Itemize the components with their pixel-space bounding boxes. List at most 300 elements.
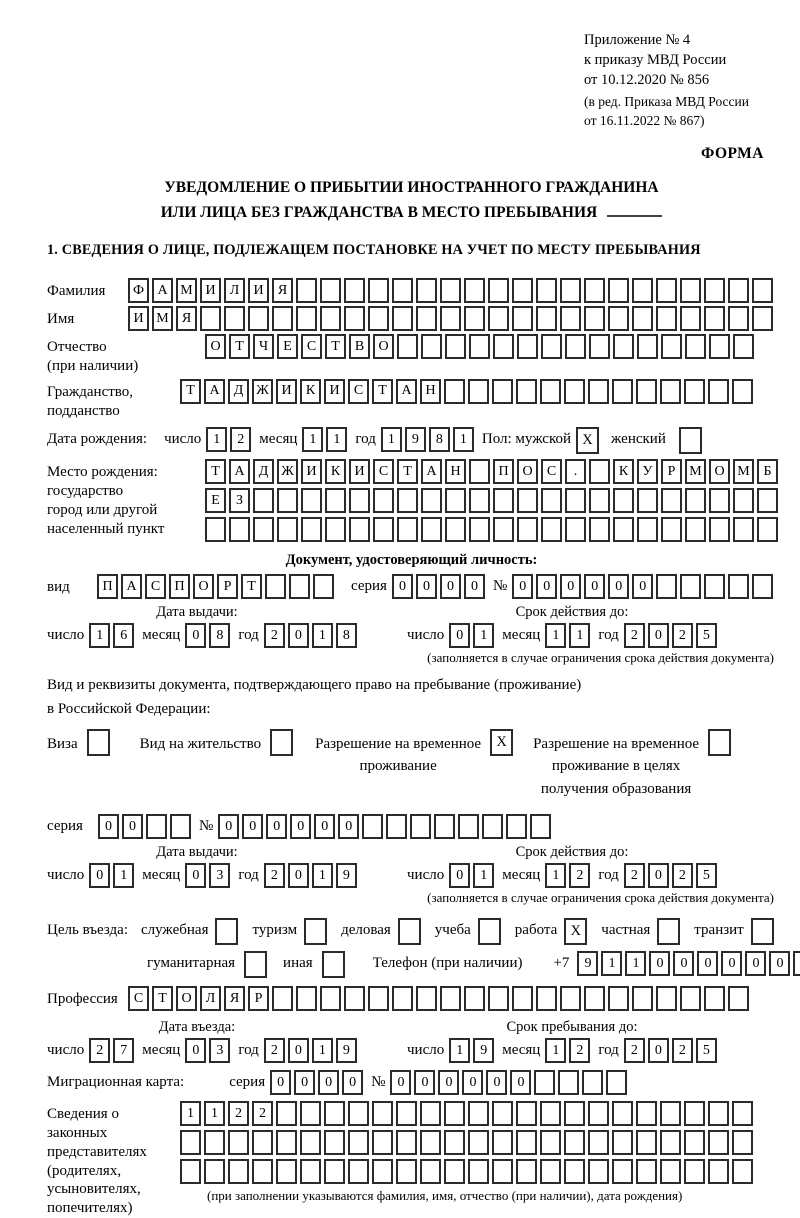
char-cell[interactable] — [348, 1101, 369, 1126]
char-cell[interactable]: С — [373, 459, 394, 484]
char-cell[interactable]: 2 — [569, 1038, 590, 1063]
char-cell[interactable] — [320, 278, 341, 303]
char-cell[interactable]: М — [733, 459, 754, 484]
char-cell[interactable] — [440, 986, 461, 1011]
char-cell[interactable]: Ф — [128, 278, 149, 303]
char-cell[interactable]: Е — [205, 488, 226, 513]
char-cell[interactable] — [793, 951, 800, 976]
char-cell[interactable] — [228, 1130, 249, 1155]
purpose-transit-checkbox[interactable] — [751, 918, 774, 945]
char-cell[interactable] — [488, 278, 509, 303]
char-cell[interactable] — [733, 488, 754, 513]
char-cell[interactable] — [444, 1130, 465, 1155]
char-cell[interactable] — [272, 986, 293, 1011]
char-cell[interactable]: 0 — [438, 1070, 459, 1095]
char-cell[interactable] — [516, 1159, 537, 1184]
char-cell[interactable] — [444, 379, 465, 404]
char-cell[interactable]: А — [421, 459, 442, 484]
char-cell[interactable] — [516, 379, 537, 404]
char-cell[interactable]: Р — [217, 574, 238, 599]
char-cell[interactable] — [660, 1130, 681, 1155]
char-cell[interactable]: 0 — [270, 1070, 291, 1095]
char-cell[interactable] — [534, 1070, 555, 1095]
char-cell[interactable] — [708, 1130, 729, 1155]
char-cell[interactable] — [392, 306, 413, 331]
char-cell[interactable] — [680, 986, 701, 1011]
char-cell[interactable] — [324, 1130, 345, 1155]
char-cell[interactable] — [708, 1159, 729, 1184]
char-cell[interactable] — [757, 517, 778, 542]
char-cell[interactable]: Т — [152, 986, 173, 1011]
char-cell[interactable]: С — [541, 459, 562, 484]
char-cell[interactable]: 0 — [414, 1070, 435, 1095]
char-cell[interactable]: 0 — [290, 814, 311, 839]
char-cell[interactable] — [560, 986, 581, 1011]
char-cell[interactable] — [728, 306, 749, 331]
char-cell[interactable] — [565, 334, 586, 359]
char-cell[interactable] — [728, 574, 749, 599]
char-cell[interactable] — [420, 1130, 441, 1155]
char-cell[interactable]: 1 — [601, 951, 622, 976]
char-cell[interactable] — [589, 517, 610, 542]
char-cell[interactable] — [540, 379, 561, 404]
char-cell[interactable]: 2 — [252, 1101, 273, 1126]
char-cell[interactable] — [348, 1159, 369, 1184]
char-cell[interactable] — [606, 1070, 627, 1095]
char-cell[interactable]: 0 — [560, 574, 581, 599]
char-cell[interactable] — [420, 1101, 441, 1126]
char-cell[interactable] — [492, 379, 513, 404]
char-cell[interactable]: 0 — [449, 623, 470, 648]
char-cell[interactable] — [660, 379, 681, 404]
char-cell[interactable] — [608, 986, 629, 1011]
char-cell[interactable] — [146, 814, 167, 839]
char-cell[interactable] — [469, 459, 490, 484]
char-cell[interactable] — [588, 379, 609, 404]
char-cell[interactable] — [204, 1130, 225, 1155]
char-cell[interactable] — [656, 306, 677, 331]
char-cell[interactable]: 0 — [338, 814, 359, 839]
char-cell[interactable] — [253, 517, 274, 542]
char-cell[interactable] — [536, 986, 557, 1011]
char-cell[interactable] — [709, 334, 730, 359]
char-cell[interactable] — [325, 517, 346, 542]
char-cell[interactable] — [488, 306, 509, 331]
char-cell[interactable]: У — [637, 459, 658, 484]
char-cell[interactable] — [458, 814, 479, 839]
char-cell[interactable] — [362, 814, 383, 839]
char-cell[interactable]: 1 — [625, 951, 646, 976]
char-cell[interactable] — [752, 306, 773, 331]
char-cell[interactable]: 1 — [326, 427, 347, 452]
char-cell[interactable]: 0 — [440, 574, 461, 599]
char-cell[interactable] — [704, 306, 725, 331]
char-cell[interactable]: 2 — [624, 623, 645, 648]
char-cell[interactable] — [468, 1159, 489, 1184]
char-cell[interactable]: А — [229, 459, 250, 484]
char-cell[interactable] — [636, 1159, 657, 1184]
char-cell[interactable] — [680, 306, 701, 331]
char-cell[interactable] — [410, 814, 431, 839]
char-cell[interactable] — [636, 1101, 657, 1126]
char-cell[interactable] — [396, 1101, 417, 1126]
char-cell[interactable]: 0 — [242, 814, 263, 839]
char-cell[interactable] — [397, 334, 418, 359]
char-cell[interactable]: Т — [180, 379, 201, 404]
char-cell[interactable] — [732, 1159, 753, 1184]
char-cell[interactable]: М — [176, 278, 197, 303]
char-cell[interactable] — [180, 1130, 201, 1155]
char-cell[interactable] — [469, 517, 490, 542]
char-cell[interactable] — [661, 334, 682, 359]
char-cell[interactable]: 0 — [449, 863, 470, 888]
char-cell[interactable] — [733, 334, 754, 359]
char-cell[interactable] — [420, 1159, 441, 1184]
char-cell[interactable]: О — [517, 459, 538, 484]
char-cell[interactable] — [685, 488, 706, 513]
char-cell[interactable] — [229, 517, 250, 542]
char-cell[interactable]: 0 — [185, 1038, 206, 1063]
char-cell[interactable]: 2 — [624, 863, 645, 888]
char-cell[interactable] — [709, 517, 730, 542]
char-cell[interactable]: 3 — [209, 863, 230, 888]
char-cell[interactable] — [656, 574, 677, 599]
char-cell[interactable] — [276, 1159, 297, 1184]
char-cell[interactable]: 1 — [453, 427, 474, 452]
purpose-private-checkbox[interactable] — [657, 918, 680, 945]
char-cell[interactable] — [468, 1101, 489, 1126]
char-cell[interactable] — [728, 986, 749, 1011]
char-cell[interactable] — [660, 1159, 681, 1184]
char-cell[interactable]: Р — [248, 986, 269, 1011]
char-cell[interactable]: А — [204, 379, 225, 404]
char-cell[interactable] — [349, 488, 370, 513]
char-cell[interactable] — [564, 379, 585, 404]
char-cell[interactable]: 0 — [288, 863, 309, 888]
char-cell[interactable] — [512, 306, 533, 331]
char-cell[interactable]: К — [613, 459, 634, 484]
char-cell[interactable]: Л — [200, 986, 221, 1011]
char-cell[interactable]: И — [349, 459, 370, 484]
char-cell[interactable]: 9 — [405, 427, 426, 452]
char-cell[interactable]: Ж — [277, 459, 298, 484]
char-cell[interactable] — [445, 488, 466, 513]
char-cell[interactable] — [464, 306, 485, 331]
char-cell[interactable] — [685, 334, 706, 359]
char-cell[interactable] — [313, 574, 334, 599]
char-cell[interactable] — [530, 814, 551, 839]
char-cell[interactable] — [612, 379, 633, 404]
char-cell[interactable]: 0 — [185, 623, 206, 648]
char-cell[interactable]: 0 — [673, 951, 694, 976]
char-cell[interactable] — [560, 278, 581, 303]
char-cell[interactable]: 0 — [294, 1070, 315, 1095]
char-cell[interactable] — [300, 1159, 321, 1184]
char-cell[interactable] — [492, 1101, 513, 1126]
sex-female-checkbox[interactable] — [679, 427, 702, 454]
char-cell[interactable] — [589, 334, 610, 359]
char-cell[interactable]: 2 — [264, 863, 285, 888]
char-cell[interactable]: Т — [229, 334, 250, 359]
char-cell[interactable] — [612, 1159, 633, 1184]
char-cell[interactable] — [558, 1070, 579, 1095]
char-cell[interactable] — [320, 306, 341, 331]
char-cell[interactable]: 0 — [510, 1070, 531, 1095]
visa-checkbox[interactable] — [87, 729, 110, 756]
char-cell[interactable] — [252, 1159, 273, 1184]
char-cell[interactable] — [636, 379, 657, 404]
char-cell[interactable] — [680, 278, 701, 303]
char-cell[interactable] — [440, 306, 461, 331]
char-cell[interactable] — [301, 488, 322, 513]
char-cell[interactable] — [584, 278, 605, 303]
char-cell[interactable] — [204, 1159, 225, 1184]
char-cell[interactable] — [708, 1101, 729, 1126]
char-cell[interactable]: З — [229, 488, 250, 513]
char-cell[interactable]: О — [176, 986, 197, 1011]
char-cell[interactable]: 0 — [721, 951, 742, 976]
char-cell[interactable]: И — [301, 459, 322, 484]
char-cell[interactable]: Я — [176, 306, 197, 331]
char-cell[interactable] — [300, 1130, 321, 1155]
purpose-business-checkbox[interactable] — [398, 918, 421, 945]
char-cell[interactable]: 0 — [318, 1070, 339, 1095]
char-cell[interactable]: 0 — [89, 863, 110, 888]
char-cell[interactable] — [205, 517, 226, 542]
char-cell[interactable] — [296, 278, 317, 303]
char-cell[interactable]: 1 — [381, 427, 402, 452]
char-cell[interactable]: 5 — [696, 863, 717, 888]
temp-residence-checkbox[interactable]: X — [490, 729, 513, 756]
purpose-other-checkbox[interactable] — [322, 951, 345, 978]
purpose-study-checkbox[interactable] — [478, 918, 501, 945]
char-cell[interactable]: 0 — [769, 951, 790, 976]
char-cell[interactable] — [373, 488, 394, 513]
char-cell[interactable] — [541, 517, 562, 542]
char-cell[interactable]: П — [169, 574, 190, 599]
char-cell[interactable] — [757, 488, 778, 513]
char-cell[interactable]: 0 — [314, 814, 335, 839]
char-cell[interactable] — [372, 1101, 393, 1126]
char-cell[interactable]: 9 — [577, 951, 598, 976]
char-cell[interactable]: 0 — [464, 574, 485, 599]
char-cell[interactable]: С — [348, 379, 369, 404]
char-cell[interactable]: 3 — [209, 1038, 230, 1063]
char-cell[interactable] — [709, 488, 730, 513]
char-cell[interactable] — [277, 488, 298, 513]
char-cell[interactable]: И — [248, 278, 269, 303]
char-cell[interactable]: 1 — [545, 863, 566, 888]
char-cell[interactable] — [300, 1101, 321, 1126]
char-cell[interactable]: 6 — [113, 623, 134, 648]
char-cell[interactable] — [372, 1130, 393, 1155]
char-cell[interactable]: 2 — [264, 623, 285, 648]
char-cell[interactable]: 2 — [89, 1038, 110, 1063]
char-cell[interactable] — [416, 306, 437, 331]
char-cell[interactable] — [517, 517, 538, 542]
char-cell[interactable]: О — [373, 334, 394, 359]
char-cell[interactable]: Н — [445, 459, 466, 484]
char-cell[interactable] — [444, 1159, 465, 1184]
char-cell[interactable]: 2 — [228, 1101, 249, 1126]
char-cell[interactable] — [541, 334, 562, 359]
char-cell[interactable] — [320, 986, 341, 1011]
char-cell[interactable] — [344, 986, 365, 1011]
char-cell[interactable] — [612, 1130, 633, 1155]
char-cell[interactable]: 1 — [113, 863, 134, 888]
char-cell[interactable] — [289, 574, 310, 599]
char-cell[interactable]: А — [152, 278, 173, 303]
char-cell[interactable]: 1 — [545, 623, 566, 648]
char-cell[interactable]: Д — [228, 379, 249, 404]
char-cell[interactable]: 0 — [218, 814, 239, 839]
char-cell[interactable]: 2 — [672, 623, 693, 648]
char-cell[interactable] — [637, 334, 658, 359]
char-cell[interactable] — [516, 1101, 537, 1126]
char-cell[interactable] — [469, 334, 490, 359]
char-cell[interactable] — [228, 1159, 249, 1184]
char-cell[interactable]: Р — [661, 459, 682, 484]
char-cell[interactable]: С — [145, 574, 166, 599]
char-cell[interactable] — [276, 1101, 297, 1126]
char-cell[interactable]: Ч — [253, 334, 274, 359]
char-cell[interactable] — [493, 334, 514, 359]
char-cell[interactable] — [685, 517, 706, 542]
char-cell[interactable] — [372, 1159, 393, 1184]
char-cell[interactable] — [493, 488, 514, 513]
char-cell[interactable] — [732, 1101, 753, 1126]
char-cell[interactable] — [564, 1130, 585, 1155]
char-cell[interactable] — [584, 306, 605, 331]
char-cell[interactable] — [421, 488, 442, 513]
char-cell[interactable]: Я — [272, 278, 293, 303]
char-cell[interactable] — [272, 306, 293, 331]
char-cell[interactable] — [637, 488, 658, 513]
char-cell[interactable]: 0 — [288, 623, 309, 648]
char-cell[interactable]: О — [205, 334, 226, 359]
char-cell[interactable]: 0 — [649, 951, 670, 976]
char-cell[interactable] — [660, 1101, 681, 1126]
char-cell[interactable] — [469, 488, 490, 513]
char-cell[interactable]: 2 — [264, 1038, 285, 1063]
char-cell[interactable] — [564, 1159, 585, 1184]
char-cell[interactable] — [368, 306, 389, 331]
char-cell[interactable] — [684, 1130, 705, 1155]
char-cell[interactable] — [445, 517, 466, 542]
char-cell[interactable] — [540, 1159, 561, 1184]
char-cell[interactable] — [482, 814, 503, 839]
char-cell[interactable] — [612, 1101, 633, 1126]
char-cell[interactable] — [397, 517, 418, 542]
char-cell[interactable] — [733, 517, 754, 542]
char-cell[interactable] — [516, 1130, 537, 1155]
char-cell[interactable] — [613, 488, 634, 513]
char-cell[interactable]: 0 — [342, 1070, 363, 1095]
char-cell[interactable] — [506, 814, 527, 839]
char-cell[interactable] — [349, 517, 370, 542]
char-cell[interactable] — [512, 986, 533, 1011]
char-cell[interactable] — [584, 986, 605, 1011]
char-cell[interactable] — [440, 278, 461, 303]
char-cell[interactable] — [588, 1130, 609, 1155]
char-cell[interactable]: 1 — [545, 1038, 566, 1063]
purpose-humanitarian-checkbox[interactable] — [244, 951, 267, 978]
char-cell[interactable] — [517, 488, 538, 513]
char-cell[interactable] — [276, 1130, 297, 1155]
char-cell[interactable] — [636, 1130, 657, 1155]
char-cell[interactable]: 1 — [206, 427, 227, 452]
char-cell[interactable]: П — [97, 574, 118, 599]
char-cell[interactable] — [301, 517, 322, 542]
char-cell[interactable]: 2 — [672, 863, 693, 888]
char-cell[interactable]: 0 — [608, 574, 629, 599]
char-cell[interactable] — [421, 334, 442, 359]
char-cell[interactable] — [684, 379, 705, 404]
char-cell[interactable]: 7 — [113, 1038, 134, 1063]
char-cell[interactable]: 0 — [98, 814, 119, 839]
char-cell[interactable] — [324, 1101, 345, 1126]
char-cell[interactable]: Т — [397, 459, 418, 484]
char-cell[interactable] — [752, 278, 773, 303]
char-cell[interactable] — [416, 278, 437, 303]
char-cell[interactable] — [492, 1130, 513, 1155]
char-cell[interactable]: К — [325, 459, 346, 484]
char-cell[interactable]: И — [200, 278, 221, 303]
char-cell[interactable]: 0 — [392, 574, 413, 599]
char-cell[interactable]: 8 — [429, 427, 450, 452]
char-cell[interactable]: М — [685, 459, 706, 484]
char-cell[interactable]: 0 — [288, 1038, 309, 1063]
char-cell[interactable]: Л — [224, 278, 245, 303]
char-cell[interactable] — [680, 574, 701, 599]
char-cell[interactable]: Т — [325, 334, 346, 359]
char-cell[interactable]: 5 — [696, 1038, 717, 1063]
char-cell[interactable]: 2 — [624, 1038, 645, 1063]
char-cell[interactable] — [296, 306, 317, 331]
char-cell[interactable]: 1 — [180, 1101, 201, 1126]
char-cell[interactable]: А — [121, 574, 142, 599]
char-cell[interactable]: 0 — [266, 814, 287, 839]
char-cell[interactable]: 1 — [89, 623, 110, 648]
char-cell[interactable] — [613, 517, 634, 542]
residence-permit-checkbox[interactable] — [270, 729, 293, 756]
char-cell[interactable]: 0 — [632, 574, 653, 599]
char-cell[interactable]: И — [128, 306, 149, 331]
char-cell[interactable]: И — [276, 379, 297, 404]
char-cell[interactable] — [582, 1070, 603, 1095]
char-cell[interactable] — [708, 379, 729, 404]
char-cell[interactable] — [684, 1101, 705, 1126]
char-cell[interactable] — [589, 488, 610, 513]
char-cell[interactable] — [632, 278, 653, 303]
char-cell[interactable] — [540, 1101, 561, 1126]
char-cell[interactable] — [252, 1130, 273, 1155]
char-cell[interactable] — [344, 278, 365, 303]
char-cell[interactable]: 0 — [648, 1038, 669, 1063]
char-cell[interactable]: 0 — [462, 1070, 483, 1095]
char-cell[interactable] — [608, 306, 629, 331]
char-cell[interactable]: 1 — [569, 623, 590, 648]
char-cell[interactable]: С — [301, 334, 322, 359]
char-cell[interactable] — [656, 986, 677, 1011]
char-cell[interactable]: К — [300, 379, 321, 404]
char-cell[interactable]: 0 — [584, 574, 605, 599]
char-cell[interactable] — [661, 517, 682, 542]
char-cell[interactable]: М — [152, 306, 173, 331]
char-cell[interactable]: 1 — [312, 623, 333, 648]
char-cell[interactable] — [564, 1101, 585, 1126]
char-cell[interactable] — [396, 1130, 417, 1155]
